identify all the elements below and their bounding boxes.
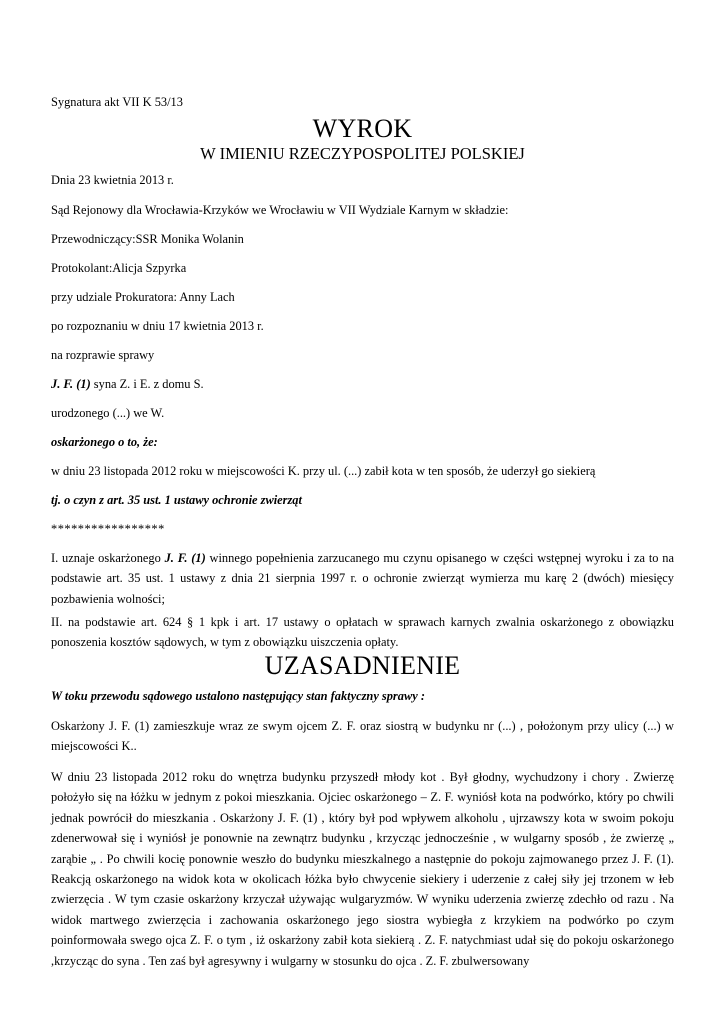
defendant-line bbox=[51, 374, 204, 395]
justification-paragraph-1: Oskarżony J. F. (1) zamieszkuje wraz ze swym ojcem Z. F. oraz siostrą w budynku nr (...) , położonym przy ulicy (...) w miejscowości K.. bbox=[51, 719, 674, 754]
justification-paragraph-2: W dniu 23 listopada 2012 roku do wnętrza budynku przyszedł młody kot . Był głodny, wychudzony i chory . Zwierzę położyło się na łóżku w jednym z pokoi mieszkania. Ojciec oskarżonego – Z. F. wyniósł kota na podwórko, który po chwili jednak powrócił do mieszkania . Oskarżony J. F. (1) , który był pod wpływem alkoholu , ujrzawszy kota w swoim pokoju zdenerwował się i wyniósł je ponownie na zewnątrz budynku , krzycząc jednocześnie , w wulgarny sposób , że zwierzę „ zarąbie „ . Po chwili kocię ponownie weszło do budynku mieszkalnego a następnie do pokoju zajmowanego przez J. F. (1). Reakcją oskarżonego na widok kota w okolicach łóżka było chwycenie siekiery i uderzenie z całej siły jej trzonem w łeb zwierzęcia . W tym czasie oskarżony krzyczał używając wulgaryzmów. W wyniku uderzenia zwierzę zdechło od razu . Na widok martwego zwierzęcia i zachowania oskarżonego jego siostra wybiegła z krzykiem na podwórko po czym poinformowała swego ojca Z. F. o tym , iż oskarżony zabił kota siekierą . Z. F. natychmiast udał się do pokoju oskarżonego ,krzycząc do syna . Ten zaś był agresywny i wulgarny w stosunku do ojca . Z. F. zbulwersowany bbox=[51, 770, 674, 968]
court-composition: Sąd Rejonowy dla Wrocławia-Krzyków we Wrocławiu w VII Wydziale Karnym w składzie: bbox=[51, 203, 509, 217]
justification-lead: W toku przewodu sądowego ustalono następujący stan faktyczny sprawy : bbox=[51, 689, 425, 703]
point1-defendant-name: J. F. (1) bbox=[164, 551, 206, 565]
accused-heading: oskarżonego o to, że: bbox=[51, 435, 158, 449]
verdict-point-1 bbox=[51, 548, 674, 609]
presiding-judge: Przewodniczący:SSR Monika Wolanin bbox=[51, 232, 244, 246]
charge-description: w dniu 23 listopada 2012 roku w miejscowości K. przy ul. (...) zabił kota w ten sposób, że uderzył go siekierą bbox=[51, 464, 596, 478]
defendant-parents: syna Z. i E. z domu S. bbox=[90, 377, 204, 391]
justification-title: UZASADNIENIE bbox=[264, 651, 461, 680]
separator: ***************** bbox=[51, 522, 165, 536]
verdict-subtitle: W IMIENIU RZECZYPOSPOLITEJ POLSKIEJ bbox=[200, 144, 525, 163]
verdict-date: Dnia 23 kwietnia 2013 r. bbox=[51, 173, 174, 187]
verdict-point-2: II. na podstawie art. 624 § 1 kpk i art. 17 ustawy o opłatach w sprawach karnych zwalnia oskarżonego z obowiązku ponoszenia kosztów sądowych, w tym z obowiązku uiszczenia opłaty. bbox=[51, 615, 674, 650]
case-signature: Sygnatura akt VII K 53/13 bbox=[51, 95, 183, 109]
hearing-date: po rozpoznaniu w dniu 17 kwietnia 2013 r. bbox=[51, 319, 264, 333]
verdict-title: WYROK bbox=[312, 114, 413, 143]
point1-text: winnego popełnienia zarzucanego mu czynu opisanego w części wstępnej wyroku i za to na podstawie art. 35 ust. 1 ustawy z dnia 21 sierpnia 1997 r. o ochronie zwierząt wymierza mu karę 2 (dwóch) miesięcy pozbawienia wolności; bbox=[51, 551, 674, 606]
prosecutor: przy udziale Prokuratora: Anny Lach bbox=[51, 290, 235, 304]
legal-basis: tj. o czyn z art. 35 ust. 1 ustawy ochronie zwierząt bbox=[51, 493, 302, 507]
point1-prefix: I. uznaje oskarżonego bbox=[51, 551, 165, 565]
document-page bbox=[51, 0, 674, 1024]
defendant-birth: urodzonego (...) we W. bbox=[51, 406, 165, 420]
court-clerk: Protokolant:Alicja Szpyrka bbox=[51, 261, 187, 275]
defendant-name: J. F. (1) bbox=[51, 377, 91, 391]
case-label: na rozprawie sprawy bbox=[51, 348, 155, 362]
